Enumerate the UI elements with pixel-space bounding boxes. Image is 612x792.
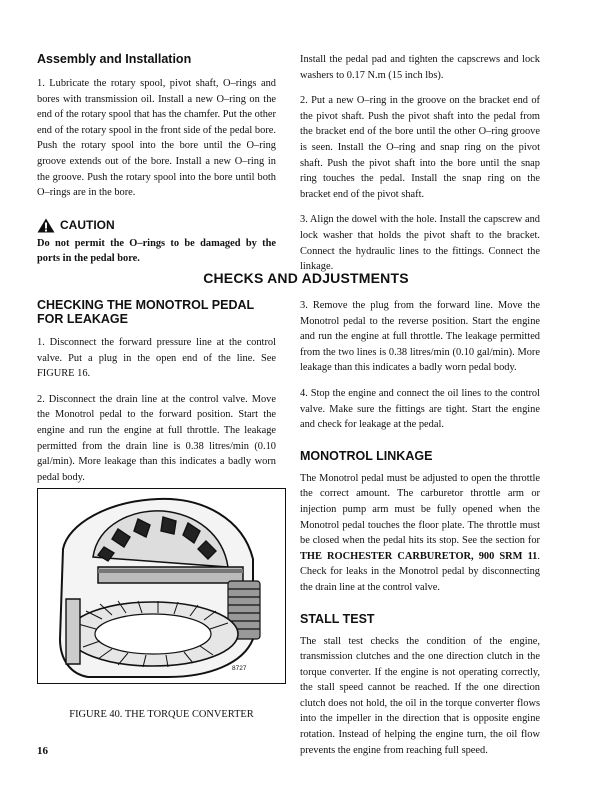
assembly-title: Assembly and Installation [37, 52, 192, 66]
stall-test-title: STALL TEST [300, 611, 375, 626]
caution-text: Do not permit the O–rings to be damaged by the ports in the pedal bore. [37, 237, 276, 265]
checking-paragraph-2: 2. Disconnect the drain line at the control valve. Move the Monotrol pedal to the forward position. Start the engine and run the engine at full throttle. The leakage permitted from the drain line is 0.38 litres/min (0.10 gal/min). More leakage than this indicates a badly worn pedal body. [37, 393, 276, 483]
checking-paragraph-3: 3. Remove the plug from the forward line. Move the Monotrol pedal to the reverse position. Start the engine and run the engine at full throttle. The leakage permitted from the two lines is 0.38 litres/min (0.10 gal/min). More leakage than this indicates a badly worn pedal body. [300, 300, 540, 374]
checking-section [37, 298, 276, 485]
linkage-text-b: . Check for leaks in the Monotrol pedal by disconnecting the drain line at the control valve. [300, 550, 540, 593]
figure-caption: FIGURE 40. THE TORQUE CONVERTER [69, 709, 254, 720]
linkage-title: MONOTROL LINKAGE [300, 448, 433, 463]
linkage-text-a: The Monotrol pedal must be adjusted to open the throttle the correct amount. The carburetor throttle arm or injection pump arm must be fully opened when the Monotrol pedal touches the floor plate. The throttle must be closed when the pedal hits its stop. See the section for [300, 472, 540, 547]
install-paragraph-2: 2. Put a new O–ring in the groove on the bracket end of the pivot shaft. Push the pivot shaft into the pedal from the bracket end of the bore until the other O–ring groove is seen. Install the O–ring and snap ring on the pivot shaft. Push the pivot shaft into the bore until the snap ring touches the pedal. Install the snap ring on the bracket end of the pivot shaft. [300, 95, 540, 200]
checking-title: CHECKING THE MONOTROL PEDAL FOR LEAKAGE [37, 298, 254, 326]
caution-heading [37, 218, 276, 233]
caution-label: CAUTION [60, 218, 115, 233]
stall-test-paragraph: The stall test checks the condition of the engine, transmission clutches and the one direction clutch in the torque converter. If the engine is not operating correctly, the stall speed cannot be reached. If the one direction clutch does not hold, the oil in the torque converter flows into the impeller in the direction that is opposite engine rotation. Instead of helping the engine turn, the oil flow prevents the engine from reaching full speed. [300, 635, 540, 756]
checking-paragraph-1: 1. Disconnect the forward pressure line at the control valve. Put a plug in the open end of the line. See FIGURE 16. [37, 337, 276, 380]
section-title: CHECKS AND ADJUSTMENTS [203, 270, 409, 286]
install-continued-section [300, 52, 540, 275]
torque-converter-illustration [38, 489, 285, 683]
assembly-section [37, 52, 276, 267]
linkage-reference: THE ROCHESTER CARBURETOR, 900 SRM 11 [300, 550, 538, 562]
checks-right-section [300, 298, 540, 758]
assembly-paragraph-1: 1. Lubricate the rotary spool, pivot shaft, O–rings and bores with transmission oil. Install a new O–ring on the end of the rotary spool that has the chamfer. Put the other end of the rotary spool in the front side of the pedal bore. Push the rotary spool into the bore until the O–ring groove extends out of the bore. Install a new O–ring in the groove. Push the rotary spool into the bore until both O–rings are in the bore. [37, 78, 276, 199]
install-paragraph-3: 3. Align the dowel with the hole. Install the capscrew and lock washer that holds the pivot shaft to the bracket. Connect the hydraulic lines to the fittings. Connect the linkage. [300, 214, 540, 273]
install-paragraph-0: Install the pedal pad and tighten the capscrews and lock washers to 0.17 N.m (15 inch lbs). [300, 54, 540, 81]
page-number: 16 [37, 745, 48, 757]
torque-converter-figure [37, 488, 286, 684]
checking-paragraph-4: 4. Stop the engine and connect the oil lines to the control valve. Make sure the fittings are tight. Start the engine and check for leakage at the pedal. [300, 387, 540, 431]
figure-ref-number: 8727 [232, 665, 247, 672]
linkage-paragraph [300, 471, 540, 596]
warning-icon [37, 218, 55, 233]
